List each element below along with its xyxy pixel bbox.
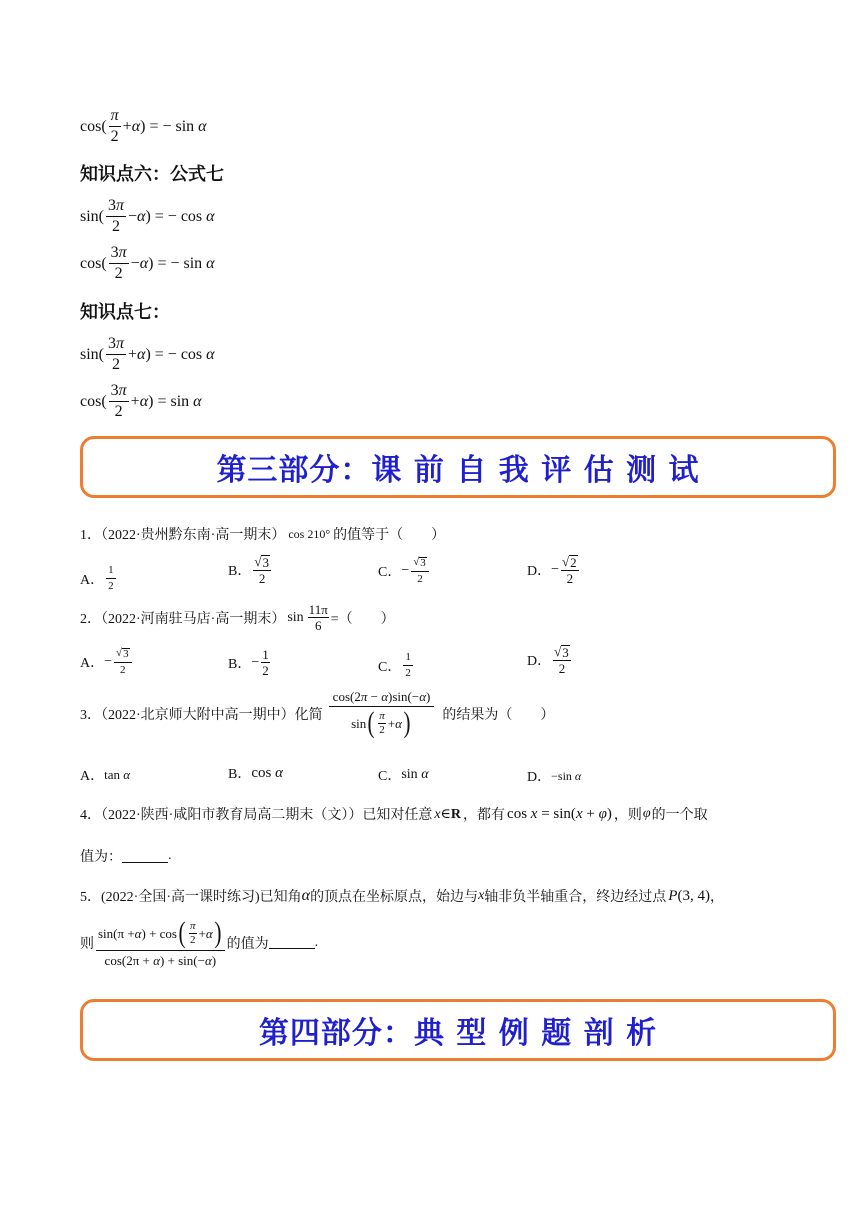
- question-text: =（ ）: [330, 611, 395, 627]
- question-text: 2．（2022·河南驻马店·高一期末）: [80, 611, 286, 627]
- section-banner-part4: [80, 999, 836, 1061]
- question-4-line2: 值为： .: [80, 848, 172, 865]
- section-banner-part3: [80, 436, 836, 498]
- q3-option-c[interactable]: C． sin α: [378, 767, 429, 784]
- q2-option-b[interactable]: B． − $\frac{1}{2}$: [228, 647, 269, 678]
- q2-option-d[interactable]: D． √ 3 2: [527, 644, 569, 676]
- question-text: 的值等于（ ）: [333, 528, 446, 543]
- q1-option-b[interactable]: B． √ 3 2: [228, 554, 269, 586]
- question-2: 2．（2022·河南驻马店·高一期末） sin $\frac{11\pi}{6}$ =（ ）: [80, 602, 395, 633]
- q1-option-a[interactable]: A． $\frac{1}{2}$: [80, 564, 114, 592]
- question-text: ，则: [613, 808, 642, 823]
- q3-option-d[interactable]: D． −sin α: [527, 768, 582, 785]
- question-text: 5．(2022·全国·高一课时练习)已知角: [80, 890, 302, 905]
- q5-expression: sin(π + α ) + cos ( $\frac{\pi}{2}$ + α ) cos(2π + α) + sin(−α): [96, 918, 225, 967]
- answer-blank[interactable]: [269, 936, 315, 949]
- formula-sin-3pi-half-plus: sin( $\frac{3\pi}{2}$ +α) = − cos α: [80, 335, 215, 373]
- question-1: [80, 524, 445, 544]
- q3-expression: cos(2π − α)sin(−α) sin ( $\frac{\pi}{2}$ + α ): [329, 690, 435, 738]
- question-3: [80, 690, 554, 738]
- banner-title: 第四部分：典 型 例 题 剖 析: [258, 1016, 658, 1051]
- question-text: 的顶点在坐标原点，始边与: [310, 890, 479, 905]
- question-text: ，都有: [463, 808, 506, 823]
- heading-knowledge-6: 知识点六：公式七: [80, 164, 224, 185]
- question-text: 3．（2022·北京师大附中高一期中）化简: [80, 708, 323, 723]
- formula-cos-3pi-half-plus: cos( $\frac{3\pi}{2}$ +α) = sin α: [80, 382, 202, 420]
- formula-cos-3pi-half-minus: cos( $\frac{3\pi}{2}$ −α) = − sin α: [80, 244, 215, 282]
- question-text: 则: [80, 936, 94, 952]
- banner-title: 第三部分：课 前 自 我 评 估 测 试: [216, 453, 700, 488]
- q3-option-a[interactable]: A． tan α: [80, 767, 131, 784]
- q2-option-c[interactable]: C． $\frac{1}{2}$: [378, 651, 411, 679]
- question-5: 5．(2022·全国·高一课时练习)已知角 α 的顶点在坐标原点，始边与 x 轴非负半轴重合，终边经过点 P(3, 4) ，: [80, 887, 724, 905]
- question-text: 的一个取: [651, 808, 708, 823]
- q1-option-d[interactable]: D． − √ 2 2: [527, 554, 577, 586]
- question-text: 的值为: [226, 936, 269, 952]
- question-5-line2: 则 sin(π + α ) + cos ( $\frac{\pi}{2}$ + α ) cos(2π + α) + sin(−α) 的值为 .: [80, 916, 319, 968]
- q2-option-a[interactable]: A． − √ 3 2: [80, 648, 134, 676]
- question-text: 的结果为（ ）: [442, 708, 555, 723]
- formula-cos-pi-half-plus: cos( $\frac{\pi}{2}$ +α) = − sin α: [80, 107, 207, 145]
- question-text: 轴非负半轴重合，终边经过点: [484, 890, 667, 905]
- question-text: 4．（2022·陕西·咸阳市教育局高二期末（文））已知对任意: [80, 808, 433, 823]
- question-text: 值为：: [80, 850, 122, 865]
- question-expr: cos 210°: [288, 526, 331, 541]
- formula-sin-3pi-half-minus: sin( $\frac{3\pi}{2}$ −α) = − cos α: [80, 197, 215, 235]
- question-4: 4．（2022·陕西·咸阳市教育局高二期末（文））已知对任意 x∈R ，都有 cos x = sin(x + φ) ，则 φ 的一个取: [80, 805, 708, 823]
- q1-option-c[interactable]: C． − √ 3 2: [378, 557, 431, 585]
- heading-knowledge-7: 知识点七：: [80, 302, 170, 323]
- q3-option-b[interactable]: B． cos α: [228, 764, 283, 782]
- question-text: 1．（2022·贵州黔东南·高一期末）: [80, 528, 286, 543]
- answer-blank[interactable]: [122, 850, 168, 863]
